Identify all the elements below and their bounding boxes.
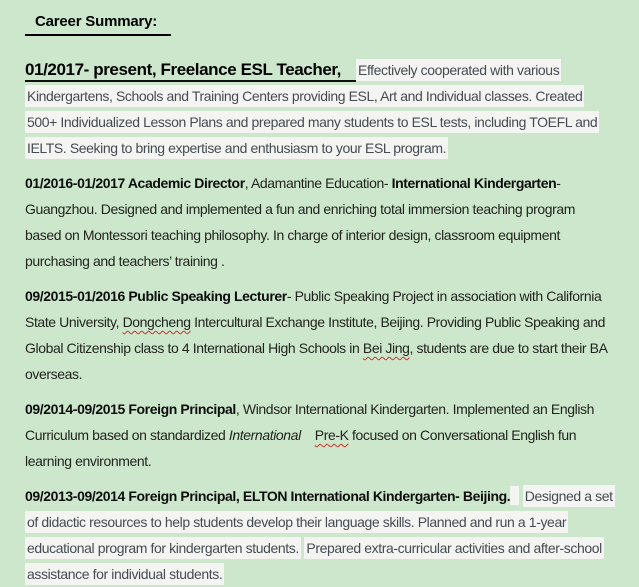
highlighted-summary-body: Kindergartens, Schools and Training Centers providing ESL, Art and Individual classes. Created 500+ Individualized Lesson Plans and prepared many students to ESL tests, including TOEFL and IELTS. Seeking to bring expertise and enthusiasm to your ESL program. [25, 85, 599, 159]
highlighted-description: Prepared extra-curricular activities and after-school assistance for individual students. [25, 537, 604, 585]
entry-foreign-principal-windsor[interactable] [25, 396, 614, 474]
entry-academic-director[interactable] [25, 170, 614, 274]
misspelled-word-squiggle: Dongcheng [122, 314, 191, 330]
entry-title-bold: 09/2013-09/2014 Foreign Principal, ELTON International Kindergarten- Beijing. [25, 488, 511, 504]
entry-foreign-principal-elton[interactable] [25, 483, 614, 587]
entry-date-role: 09/2014-09/2015 Foreign Principal [25, 401, 236, 417]
entry-date-role: 09/2015-01/2016 Public Speaking Lecturer [25, 288, 287, 304]
entry-text: - Guangzhou. Designed and implemented a fun and enriching total immersion teaching program based on Montessori teaching philosophy. In charge of interior design, classroom equipment purchasing and teachers’ training . [25, 175, 576, 269]
entry-title-underlined: 01/2017- present, Freelance ESL Teacher, [25, 60, 356, 82]
entry-date-role: 01/2016-01/2017 Academic Director [25, 175, 245, 191]
misspelled-word-squiggle: Pre-K [314, 427, 349, 443]
entry-text: , Adamantine Education- [244, 175, 392, 191]
entry-text: Intercultural Exchange Institute, Beijing. Providing Public Speaking and Global Citizenship class to 4 International High Schools in [25, 314, 605, 356]
highlighted-space-block [510, 486, 519, 505]
entry-org-bold: International Kindergarten [391, 175, 557, 191]
entry-text: , students are due to start their BA overseas. [25, 340, 607, 382]
entry-freelance-esl-teacher[interactable] [25, 57, 614, 161]
entry-text: - Public Speaking Project in association with California State University, [25, 288, 602, 330]
section-heading-career-summary: Career Summary: [25, 11, 171, 36]
spacing-gap [301, 427, 315, 443]
highlighted-description: Designed a set of didactic resources to help students develop their language skills. Planned and run a 1-year educational program for kindergarten students. [25, 485, 615, 559]
highlighted-summary-intro: Effectively cooperated with various [356, 59, 561, 81]
entry-public-speaking-lecturer[interactable] [25, 283, 614, 387]
misspelled-word-squiggle: Bei Jing [362, 340, 410, 356]
italic-word: International [228, 427, 301, 443]
entry-text: , Windsor International Kindergarten. Implemented an English Curriculum based on standardized [25, 401, 595, 443]
entry-text: focused on Conversational English fun learning environment. [25, 427, 577, 469]
